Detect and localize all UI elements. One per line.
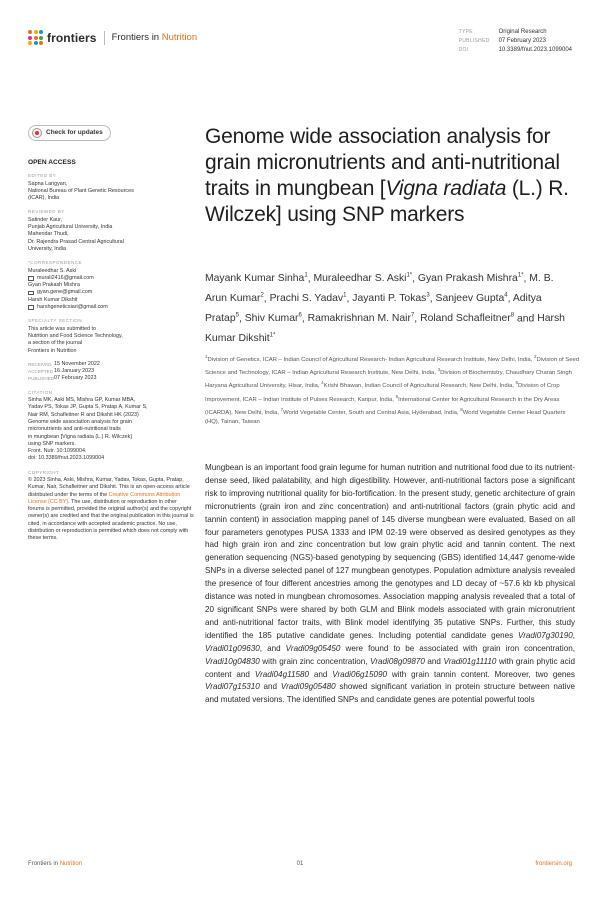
abstract — [205, 462, 575, 707]
correspondent-email-row — [28, 275, 194, 282]
author-name: Shiv Kumar — [244, 313, 299, 325]
correspondent-email-row — [28, 289, 194, 296]
meta-row — [459, 28, 572, 37]
gene-name: Vradi09g05480 — [280, 682, 336, 692]
sidebar-line: a section of the journal — [28, 340, 83, 347]
journal-name: Frontiers in Nutrition — [111, 32, 198, 43]
article-title: Genome wide association analysis for grain micronutrients and anti-nutritional traits in mungbean [Vigna radiata (L.) R. Wilczek] using SNP markers — [205, 125, 569, 226]
author-name: Harsh Kumar Dikshit — [205, 313, 565, 345]
author[interactable] — [308, 313, 415, 324]
citation-heading: CITATION — [28, 389, 53, 395]
abstract-text: , and — [259, 643, 286, 653]
sidebar-line: University, India — [28, 245, 66, 252]
author-affiliation-marker: 2 — [260, 292, 264, 299]
affiliation-marker: 8 — [460, 406, 463, 412]
reviewed-by-heading: REVIEWED BY — [28, 209, 65, 215]
meta-row — [459, 46, 572, 55]
abstract-text: with grain zinc concentration, — [259, 656, 371, 666]
correspondent-email[interactable]: gyan.gene@gmail.com — [37, 289, 93, 296]
sidebar-line: (ICAR), India — [28, 195, 60, 202]
abstract-text: , — [572, 630, 575, 640]
edited-by-heading: EDITED BY — [28, 173, 57, 179]
sidebar-line: Mahendar Thudi, — [28, 231, 69, 238]
author-affiliation-marker: 5 — [235, 312, 239, 319]
author-name: Sanjeev Gupta — [435, 293, 505, 305]
sidebar-line: Sapna Langyan, — [28, 180, 68, 187]
gene-name: Vradi07g15310 — [205, 682, 260, 692]
specialty-section-heading: SPECIALTY SECTION — [28, 318, 83, 324]
author[interactable] — [313, 273, 412, 284]
date-key: ACCEPTED — [28, 369, 54, 375]
meta-value: Original Research — [498, 29, 547, 35]
affiliation-marker: 4 — [321, 380, 324, 386]
author-name: Ramakrishnan M. Nair — [307, 313, 411, 325]
page-number: 01 — [296, 861, 304, 867]
copyright-heading: COPYRIGHT — [28, 469, 60, 475]
author-affiliation-marker: 8 — [510, 312, 515, 319]
author-affiliation-marker: 1* — [517, 273, 524, 279]
date-value: 07 February 2023 — [54, 375, 97, 382]
author-affiliation-marker: 4 — [504, 292, 508, 299]
author[interactable] — [205, 273, 308, 284]
author[interactable] — [436, 293, 508, 304]
author-name: Mayank Kumar Sinha — [205, 273, 305, 285]
correspondent-name: Muraleedhar S. Aski — [28, 267, 77, 274]
author[interactable] — [420, 313, 514, 324]
author[interactable] — [352, 293, 429, 304]
abstract-text: and — [308, 669, 333, 679]
affiliation-text: Division of Seed Science and Technology, ICAR – Indian Agricultural Research Institute, New Delhi, India, — [205, 356, 580, 377]
affiliation-marker: 7 — [280, 406, 284, 412]
meta-key: TYPE — [458, 29, 473, 35]
sidebar-line: doi: 10.3389/fnut.2023.1099004 — [28, 455, 105, 462]
author-affiliation-marker: 1 — [304, 273, 308, 279]
copyright-block: © 2023 Sinha, Aski, Mishra, Kumar, Yadav, Tokas, Gupta, Pratap, Kumar, Nair, Schafleitner and Dikshit. This is an open-access article distributed under the terms of the Creative Commons Attribution License (CC BY). The use, distribution or reproduction in other forums is permitted, provided the original author(s) and the copyright owner(s) are credited and that the original publication in this journal is cited, in accordance with accepted academic practice. No use, distribution or reproduction is permitted which does not comply with these terms. — [28, 476, 194, 542]
author-name: Muraleedhar S. Aski — [313, 273, 407, 285]
correspondent-name: Gyan Prakash Mishra — [28, 282, 80, 289]
author-affiliation-marker: 1* — [406, 273, 413, 279]
sidebar-line: Frontiers in Nutrition — [28, 347, 77, 354]
dates-block — [28, 361, 194, 383]
affiliation-text: Krishi Bhawan, Indian Council of Agricultural Research, New Delhi, India, — [323, 383, 516, 390]
update-badge-icon — [32, 128, 42, 138]
sidebar-line: Satinder Kaur, — [28, 216, 63, 223]
gene-name: Vradi08g09870 — [370, 656, 425, 666]
sidebar-line: Sinha MK, Aski MS, Mishra GP, Kumar MBA, — [28, 397, 136, 404]
author-affiliation-marker: 3 — [426, 292, 430, 299]
gene-name: Vradi09g05450 — [285, 643, 341, 653]
date-row — [28, 361, 194, 368]
author[interactable] — [270, 293, 347, 304]
email-icon — [28, 305, 34, 310]
author-affiliation-marker: 1 — [343, 292, 347, 299]
logo-dot — [34, 36, 38, 40]
meta-value[interactable]: 10.3389/fnut.2023.1099004 — [498, 47, 572, 54]
meta-key: PUBLISHED — [458, 38, 490, 45]
meta-value: 07 February 2023 — [498, 38, 546, 45]
author-list: Mayank Kumar Sinha$^1$, Muraleedhar S. Aski$^{1*}$, Gyan Prakash Mishra$^{1*}$, M. B. Arun Kumar$^2$, Prachi S. Yadav$^1$, Jayanti P. Tokas$^3$, Sanjeev Gupta$^4$, Aditya Pratap$^5$, Shiv Kumar$^6$, Ramakrishnan M. Nair$^7$, Roland Schafleitner$^8$ and Harsh Kumar Dikshit$^{1*}$ — [205, 273, 565, 345]
footer-journal: Frontiers in Nutrition — [28, 861, 83, 867]
affiliation-text: Division of Genetics, ICAR – Indian Council of Agricultural Research- Indian Agricultural Research Institute, New Delhi, India, — [207, 356, 534, 363]
author-name: Prachi S. Yadav — [269, 293, 344, 305]
author-name: M. B. Arun Kumar — [205, 273, 554, 305]
abstract-text: showed significant variation in protein structure between native and mutated versions. The identified SNPs and candidate genes are potential powerful tools — [205, 682, 575, 705]
correspondence-block — [28, 268, 194, 312]
footer-website-link[interactable]: frontiersin.org — [535, 861, 572, 867]
logo-dot — [34, 41, 38, 45]
gene-name: Vradi04g11580 — [254, 669, 309, 679]
affiliation-text: World Vegetable Center Head Quarters (HQ), Tainan, Taiwan — [205, 409, 566, 425]
affiliation-text: Division of Crop Improvement, ICAR – Indian Institute of Pulses Research, Kanpur, India, — [205, 383, 560, 403]
open-access-label: OPEN ACCESS — [28, 159, 76, 166]
correspondent-name: Harsh Kumar Dikshit — [28, 296, 78, 303]
date-row — [28, 375, 194, 382]
check-for-updates-button[interactable] — [28, 125, 111, 141]
citation-block — [28, 397, 194, 463]
affiliation-marker: 3 — [437, 367, 441, 373]
logo-dot — [28, 30, 32, 34]
gene-name: Vradi07g30190 — [517, 630, 573, 640]
sidebar-line: This article was submitted to — [28, 325, 97, 332]
gene-name: Vradi01g09630 — [205, 643, 260, 653]
author-name: Roland Schafleitner — [420, 313, 511, 325]
author-name: Gyan Prakash Mishra — [417, 273, 518, 285]
abstract-text: Mungbean is an important food grain legume for human nutrition and nutritional food due to its nutrient-dense seed, liked palatability, and high digestibility. However, anti-nutritional factors pose a significant risk to improving nutritional quality for bio-fortification. In the present study, genetic architecture of grain micronutrients (grain iron and zinc concentration) and anti-nutritional factors (grain phytic acid and tannin content) in association mapping panel of 145 diverse mungbean were evaluated. Based on all four parameters genotypes PUSA 1333 and IPM 02-19 were observed as desired genotypes as they had high grain iron and zinc concentration but low grain phytic acid and tannin content. The next generation sequencing (NGS)-based genotyping by sequencing (GBS) identified 14,447 genome-wide SNPs in a diverse selected panel of 127 mungbean genotypes. Population admixture analysis revealed the presence of four different ancestries among the genotypes and LD decay of ~57.6 kb kb physical distance was noted in mungbean chromosomes. Association mapping analysis revealed that a total of 20 significant SNPs were shared by both GLM and Blink models associated with grain micronutrient and anti-nutritional factor traits, with Blink model identifying 35 putative SNPs. Further, this study identified the 185 putative candidate genes. Including potential candidate genes — [205, 463, 575, 640]
sidebar-line: Front. Nutr. 10:1099004. — [28, 448, 87, 455]
email-icon — [28, 276, 34, 281]
affiliation-marker: 2 — [533, 354, 537, 359]
logo-dot — [39, 36, 43, 40]
sidebar-line: Yadav PS, Tokas JP, Gupta S, Pratap A, Kumar S, — [28, 404, 148, 411]
correspondence-heading: *CORRESPONDENCE — [28, 260, 83, 266]
gene-name: Vradi10g04830 — [205, 656, 260, 666]
date-value: 15 November 2022 — [54, 360, 100, 367]
frontiers-logo-icon — [28, 30, 43, 45]
abstract-text: and — [259, 682, 281, 692]
date-value: 16 January 2023 — [54, 368, 95, 375]
sidebar-line: micronutrients and anti-nutritional traits — [28, 426, 121, 433]
brand-name: frontiers — [47, 30, 97, 45]
affiliation-text: World Vegetable Center, South and Central Asia, Hyderabad, India, — [283, 409, 461, 416]
sidebar-line: Punjab Agricultural University, India — [28, 224, 113, 231]
date-key: RECEIVED — [28, 361, 52, 367]
correspondent-email-row — [28, 304, 194, 311]
author-name: Jayanti P. Tokas — [352, 293, 427, 305]
author-name: Aditya Pratap — [205, 293, 542, 325]
abstract-text: were found to be associated with grain iron concentration, — [340, 643, 575, 653]
affiliation-marker: 6 — [395, 393, 399, 399]
edited-by-block — [28, 181, 194, 203]
author-affiliation-marker: 1* — [269, 332, 276, 339]
sidebar-line: National Bureau of Plant Genetic Resources — [28, 187, 134, 194]
specialty-section-block — [28, 326, 194, 355]
sidebar-line: in mungbean [Vigna radiata (L.) R. Wilczek] — [28, 433, 132, 440]
correspondent-email[interactable]: murali2416@gmail.com — [37, 274, 94, 281]
email-icon — [28, 291, 34, 296]
abstract-text: with grain tannin content. Moreover, two genes — [387, 669, 575, 679]
sidebar-line: Genome wide association analysis for grain — [28, 418, 132, 425]
affiliation-text: International Center for Agricultural Research in the Dry Areas (ICARDA), New Delhi, India, — [205, 396, 560, 416]
affiliation-text: Division of Biochemistry, Chaudhary Charan Singh Haryana Agricultural University, Hisar, India, — [205, 370, 572, 390]
author-affiliation-marker: 7 — [410, 312, 415, 319]
abstract-text: with grain phytic acid content and — [205, 656, 575, 679]
article-sidebar — [28, 125, 194, 543]
meta-key: DOI — [458, 47, 469, 54]
abstract-text: and — [424, 656, 444, 666]
check-for-updates-label: Check for updates — [46, 129, 103, 137]
frontiers-logo[interactable] — [28, 30, 197, 45]
cc-by-license-link[interactable]: Creative Commons Attribution License (CC BY) — [28, 491, 181, 505]
logo-dot — [28, 36, 32, 40]
date-key: PUBLISHED — [28, 376, 55, 382]
affiliation-marker: 5 — [515, 380, 519, 386]
page-header — [28, 28, 572, 58]
author[interactable] — [245, 313, 302, 324]
correspondent-email[interactable]: harshgeneticsiari@gmail.com — [37, 304, 108, 311]
article-meta — [459, 28, 572, 56]
sidebar-line: Nutrition and Food Science Technology, — [28, 332, 123, 339]
sidebar-line: using SNP markers. — [28, 440, 76, 447]
affiliation-marker: 1 — [205, 354, 208, 359]
meta-row — [459, 37, 572, 46]
gene-name: Vradi01g11110 — [443, 656, 497, 666]
logo-dot — [39, 41, 43, 45]
sidebar-line: Nair RM, Schafleitner R and Dikshit HK (2023) — [28, 411, 139, 418]
logo-divider — [104, 31, 105, 45]
logo-dot — [28, 41, 32, 45]
logo-dot — [34, 30, 38, 34]
affiliations — [205, 352, 580, 427]
reviewed-by-block — [28, 217, 194, 253]
author-affiliation-marker: 6 — [298, 312, 302, 319]
date-row — [28, 368, 194, 375]
author[interactable] — [418, 273, 524, 284]
logo-dot — [39, 30, 43, 34]
sidebar-line: Dr. Rajendra Prasad Central Agricultural — [28, 238, 124, 245]
gene-name: Vradi06g15090 — [332, 669, 387, 679]
